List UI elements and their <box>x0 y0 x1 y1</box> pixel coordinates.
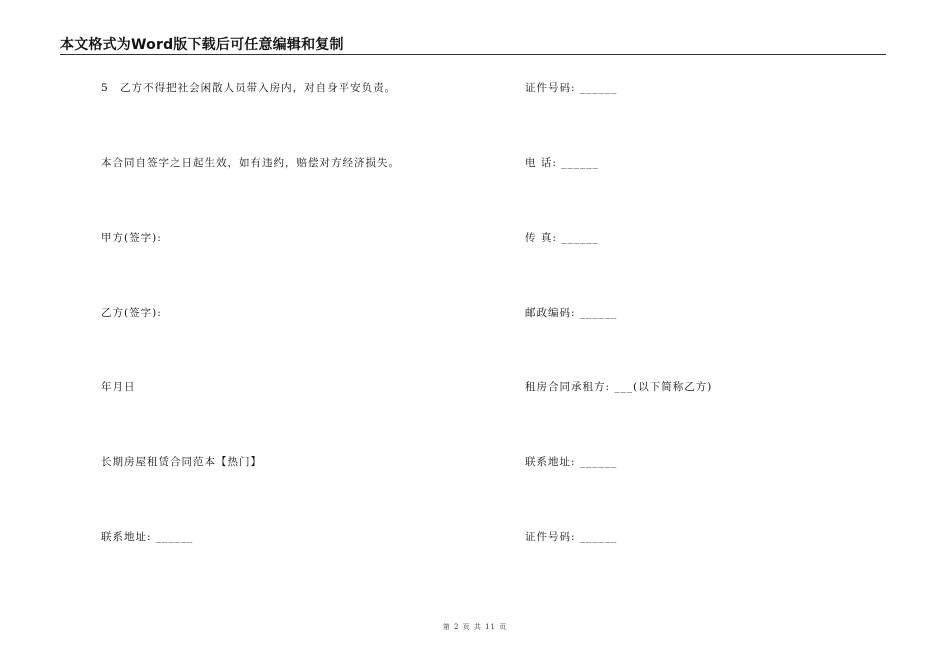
page-header <box>60 34 886 55</box>
right-line-7: 证件号码: ______ <box>525 531 618 543</box>
page-indicator: 第 2 页 共 11 页 <box>442 623 508 631</box>
left-line-4: 乙方(签字): <box>101 307 162 319</box>
left-line-3: 甲方(签字): <box>101 232 162 244</box>
right-line-3: 传 真: ______ <box>525 232 599 244</box>
left-line-5: 年月日 <box>101 381 136 393</box>
right-line-5: 租房合同承租方: ___(以下简称乙方) <box>525 381 713 393</box>
header-title: 本文格式为Word版下载后可任意编辑和复制 <box>60 37 344 53</box>
left-line-2: 本合同自签字之日起生效，如有违约，赔偿对方经济损失。 <box>101 157 400 169</box>
right-line-1: 证件号码: ______ <box>525 82 618 94</box>
left-line-7: 联系地址: ______ <box>101 531 194 543</box>
right-line-4: 邮政编码: ______ <box>525 307 618 319</box>
right-line-2: 电 话: ______ <box>525 157 599 169</box>
right-line-6: 联系地址: ______ <box>525 456 618 468</box>
left-line-1: 5 乙方不得把社会闲散人员带入房内，对自身平安负责。 <box>101 82 397 94</box>
left-line-6: 长期房屋租赁合同范本【热门】 <box>101 456 262 468</box>
